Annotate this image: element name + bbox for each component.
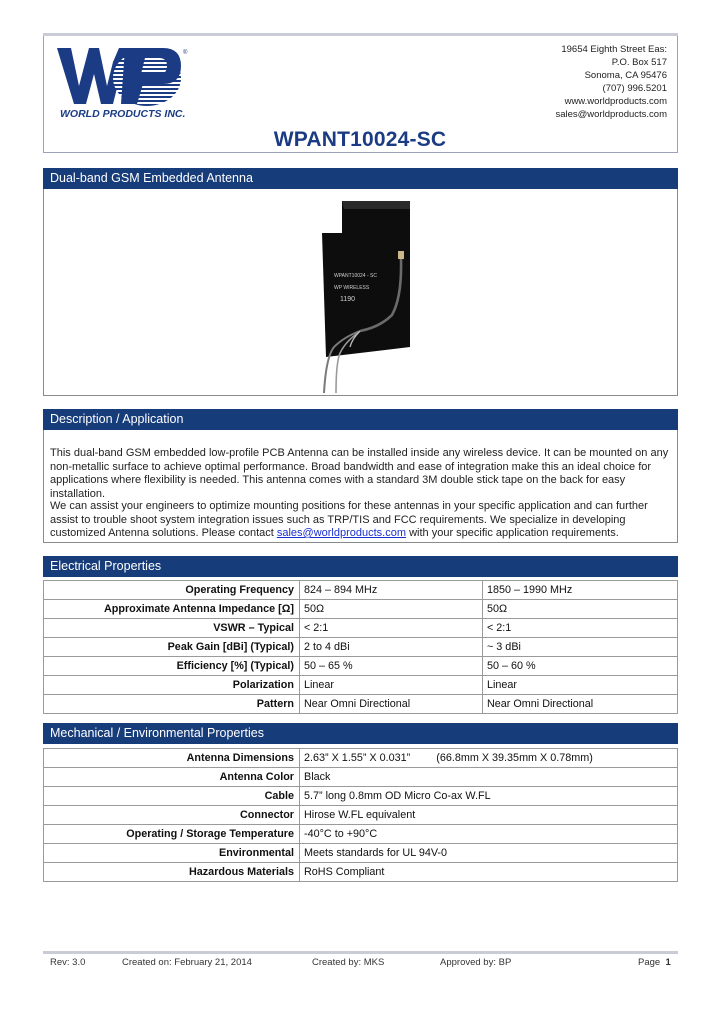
table-row <box>44 619 678 638</box>
row-label: Connector <box>44 806 300 825</box>
row-value: 5.7” long 0.8mm OD Micro Co-ax W.FL <box>300 787 678 806</box>
pcs1900-value: 50 – 60 % <box>483 657 678 676</box>
paragraph-2-text: We can assist your engineers to optimize mounting positions for these antennas in your specific application and can further assist to trouble shoot system integration issues such as TRP/TIS and FCC requirements. We specialize in developing customized Antenna solutions. Please contact <box>50 500 648 539</box>
row-label: Peak Gain [dBi] (Typical) <box>44 638 300 657</box>
row-label: Polarization <box>44 676 300 695</box>
description-paragraph-2 <box>50 500 675 541</box>
part-number-title: WPANT10024-SC <box>273 128 447 151</box>
page-number: 1 <box>665 957 671 968</box>
table-row <box>44 863 678 882</box>
table-row <box>44 657 678 676</box>
table-row <box>44 768 678 787</box>
dimensions-imperial: 2.63” X 1.55” X 0.031” <box>304 752 411 764</box>
table-row <box>44 695 678 714</box>
row-label: Operating / Storage Temperature <box>44 825 300 844</box>
antenna-label-3: 1190 <box>340 296 356 303</box>
website-link[interactable]: www.worldproducts.com <box>564 96 667 107</box>
antenna-label-2: WP WIRELESS <box>334 285 370 291</box>
pcs1900-value: Linear <box>483 676 678 695</box>
gsm850-value: 50Ω <box>300 600 483 619</box>
row-label: Hazardous Materials <box>44 863 300 882</box>
gsm850-value: 2 to 4 dBi <box>300 638 483 657</box>
gsm850-value: 50 – 65 % <box>300 657 483 676</box>
row-value: Meets standards for UL 94V-0 <box>300 844 678 863</box>
antenna-image <box>284 197 424 393</box>
row-label: Pattern <box>44 695 300 714</box>
footer-page <box>638 957 671 968</box>
table-row <box>44 600 678 619</box>
table-row <box>44 676 678 695</box>
row-label: Antenna Dimensions <box>44 749 300 768</box>
svg-text:®: ® <box>183 50 188 56</box>
header-rule <box>43 33 678 36</box>
table-row <box>44 806 678 825</box>
image-section-body <box>43 189 678 396</box>
footer-created-on: Created on: February 21, 2014 <box>122 957 252 968</box>
pcs1900-value: 50Ω <box>483 600 678 619</box>
pcs1900-value: Near Omni Directional <box>483 695 678 714</box>
row-label: Efficiency [%] (Typical) <box>44 657 300 676</box>
mechanical-section-header: Mechanical / Environmental Properties <box>43 723 678 744</box>
description-section-header: Description / Application <box>43 409 678 430</box>
company-address <box>555 43 667 121</box>
row-value: Black <box>300 768 678 787</box>
dimensions-metric: (66.8mm X 39.35mm X 0.78mm) <box>436 752 593 764</box>
address-line: P.O. Box 517 <box>611 57 667 68</box>
row-label: Environmental <box>44 844 300 863</box>
paragraph-2-end: with your specific application requirements. <box>406 527 619 539</box>
row-label: Approximate Antenna Impedance [Ω] <box>44 600 300 619</box>
row-label: Cable <box>44 787 300 806</box>
table-row <box>44 844 678 863</box>
address-line: Sonoma, CA 95476 <box>584 70 667 81</box>
page-label: Page <box>638 957 661 968</box>
table-row <box>44 581 678 600</box>
image-section-header: Dual-band GSM Embedded Antenna <box>43 168 678 189</box>
email-link[interactable]: sales@worldproducts.com <box>555 109 667 120</box>
pcs1900-value: 1850 – 1990 MHz <box>483 581 678 600</box>
mechanical-properties-table <box>43 748 678 882</box>
gsm850-value: < 2:1 <box>300 619 483 638</box>
electrical-section-header: Electrical Properties <box>43 556 678 577</box>
company-name: WORLD PRODUCTS INC. <box>60 108 186 120</box>
gsm850-value: Near Omni Directional <box>300 695 483 714</box>
footer-rule <box>43 951 678 954</box>
electrical-properties-table <box>43 580 678 714</box>
gsm850-value: Linear <box>300 676 483 695</box>
phone: (707) 996.5201 <box>602 83 667 94</box>
row-label: Operating Frequency <box>44 581 300 600</box>
row-label: VSWR – Typical <box>44 619 300 638</box>
footer-created-by: Created by: MKS <box>312 957 385 968</box>
row-value: Hirose W.FL equivalent <box>300 806 678 825</box>
table-row <box>44 638 678 657</box>
pcs1900-value: ~ 3 dBi <box>483 638 678 657</box>
row-value: RoHS Compliant <box>300 863 678 882</box>
row-label: Antenna Color <box>44 768 300 787</box>
description-paragraph-1: This dual-band GSM embedded low-profile PCB Antenna can be installed inside any wireless device. It can be mounted on any non-metallic surface to achieve optimal performance. Broad bandwidth and ease of integration make this an ideal choice for applications where flexibility is needed. This antenna comes with a standard 3M double stick tape on the back for easy installation. <box>50 447 669 500</box>
pcs1900-value: < 2:1 <box>483 619 678 638</box>
table-row <box>44 825 678 844</box>
row-value: -40°C to +90°C <box>300 825 678 844</box>
dimensions-value <box>300 749 678 768</box>
table-row <box>44 749 678 768</box>
sales-email-link[interactable]: sales@worldproducts.com <box>276 527 407 539</box>
antenna-label-1: WPANT10024 - SC <box>334 273 377 279</box>
gsm850-value: 824 – 894 MHz <box>300 581 483 600</box>
table-row <box>44 787 678 806</box>
footer-rev: Rev: 3.0 <box>50 957 86 968</box>
footer-approved-by: Approved by: BP <box>440 957 512 968</box>
address-line: 19654 Eighth Street Eas: <box>561 44 667 55</box>
